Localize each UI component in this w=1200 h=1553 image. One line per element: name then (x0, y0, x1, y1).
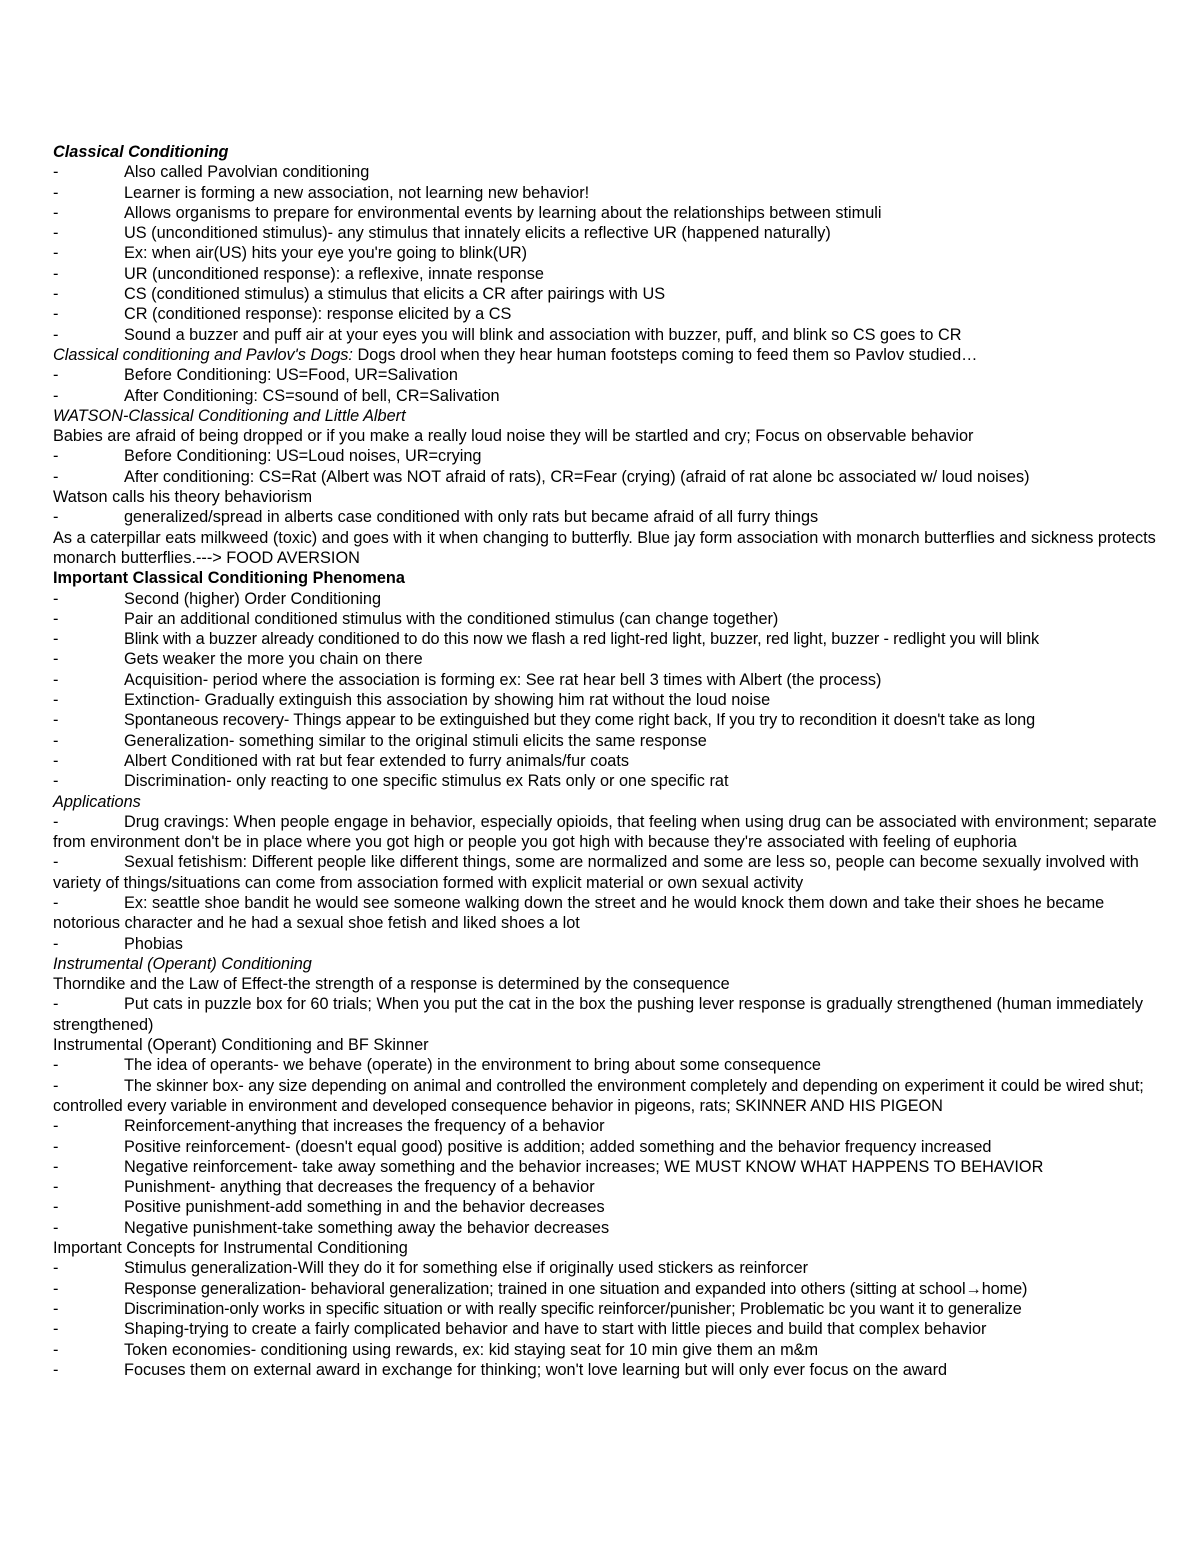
list-item: - Negative reinforcement- take away something and the behavior increases; WE MUST KNOW WHAT HAPPENS TO BEHAVIOR (53, 1157, 1044, 1176)
dash-marker: - (53, 305, 59, 324)
list-item: - Allows organisms to prepare for environmental events by learning about the relationships between stimuli (53, 203, 882, 222)
list-item: - Positive punishment-add something in and the behavior decreases (53, 1198, 605, 1217)
watson-behaviorism: Watson calls his theory behaviorism (53, 488, 313, 507)
list-item: - Sexual fetishism: Different people like different things, some are normalized and some are less so, people can become sexually involved with variety of things/situations can come from association formed with explicit material or own sexual activity (53, 853, 1139, 892)
list-item: - Punishment- anything that decreases the frequency of a behavior (53, 1178, 595, 1197)
dash-marker: - (53, 1259, 59, 1278)
dash-marker: - (53, 650, 59, 669)
dash-marker: - (53, 731, 59, 750)
dash-marker: - (53, 670, 59, 689)
concepts-heading: Important Concepts for Instrumental Conditioning (53, 1239, 408, 1258)
caterpillar-paragraph: As a caterpillar eats milkweed (toxic) and goes with it when changing to butterfly. Blue jay form association with monarch butterflies and sickness protects monarch butterflies.---> FOOD AVERSION (53, 528, 1156, 567)
list-item: - Drug cravings: When people engage in behavior, especially opioids, that feeling when using drug can be associated with environment; separate from environment don't be in place where you got high or people you got high with because they're associated with feeling of euphoria (53, 812, 1157, 852)
dash-marker: - (53, 1320, 59, 1339)
list-item: - Reinforcement-anything that increases the frequency of a behavior (53, 1117, 605, 1136)
dash-marker: - (53, 285, 59, 304)
list-item: - Albert Conditioned with rat but fear extended to furry animals/fur coats (53, 751, 629, 770)
dash-marker: - (53, 1117, 59, 1136)
list-item: - Second (higher) Order Conditioning (53, 589, 382, 608)
dash-marker: - (53, 934, 59, 953)
list-item: - After Conditioning: CS=sound of bell, CR=Salivation (53, 386, 500, 405)
dash-marker: - (53, 244, 59, 263)
list-item: - Acquisition- period where the association is forming ex: See rat hear bell 3 times with Albert (the process) (53, 670, 882, 689)
dash-marker: - (53, 1137, 59, 1156)
dash-marker: - (53, 853, 59, 872)
list-item: - Extinction- Gradually extinguish this association by showing him rat without the loud noise (53, 691, 771, 710)
list-item: - Shaping-trying to create a fairly complicated behavior and have to start with little pieces and build that complex behavior (53, 1320, 987, 1339)
watson-intro: Babies are afraid of being dropped or if you make a really loud noise they will be startled and cry; Focus on observable behavior (53, 427, 974, 446)
list-item: - generalized/spread in alberts case conditioned with only rats but became afraid of all furry things (53, 508, 819, 527)
dash-marker: - (53, 224, 59, 243)
list-item: - Sound a buzzer and puff air at your eyes you will blink and association with buzzer, puff, and blink so CS goes to CR (53, 325, 962, 344)
dash-marker: - (53, 630, 59, 649)
dash-marker: - (53, 812, 59, 831)
dash-marker: - (53, 1360, 59, 1379)
dash-marker: - (53, 1279, 59, 1298)
list-item: - US (unconditioned stimulus)- any stimulus that innately elicits a reflective UR (happened naturally) (53, 224, 831, 243)
dash-marker: - (53, 183, 59, 202)
list-item: - Put cats in puzzle box for 60 trials; When you put the cat in the box the pushing lever response is gradually strengthened (human immediately strengthened) (53, 995, 1144, 1034)
dash-marker: - (53, 264, 59, 283)
list-item: - Spontaneous recovery- Things appear to be extinguished but they come right back, If you try to recondition it doesn't take as long (53, 711, 1035, 730)
dash-marker: - (53, 711, 59, 730)
concepts-list (53, 1258, 1163, 1380)
dash-marker: - (53, 1218, 59, 1237)
dash-marker: - (53, 1340, 59, 1359)
dash-marker: - (53, 609, 59, 628)
dash-marker: - (53, 1299, 59, 1318)
dash-marker: - (53, 1198, 59, 1217)
list-item: - Ex: seattle shoe bandit he would see someone walking down the street and he would knock them down and take their shoes he became notorious character and he had a sexual shoe fetish and liked shoes a lot (53, 893, 1105, 933)
dash-marker: - (53, 893, 59, 912)
list-item: - After conditioning: CS=Rat (Albert was NOT afraid of rats), CR=Fear (crying) (afraid of rat alone bc associated w/ loud noises) (53, 467, 1030, 486)
thorndike-paragraph: Thorndike and the Law of Effect-the strength of a response is determined by the consequence (53, 975, 730, 994)
list-item: - The skinner box- any size depending on animal and controlled the environment completely and depending on experiment it could be wired shut; controlled every variable in environment and developed consequence behavior in pigeons, rats; SKINNER AND HIS PIGEON (53, 1076, 1144, 1115)
dash-marker: - (53, 386, 59, 405)
list-item: - CS (conditioned stimulus) a stimulus that elicits a CR after pairings with US (53, 285, 666, 304)
list-item: - Discrimination- only reacting to one specific stimulus ex Rats only or one specific rat (53, 772, 729, 791)
list-item: - Positive reinforcement- (doesn't equal good) positive is addition; added something and the behavior frequency increased (53, 1137, 992, 1156)
heading-classical-conditioning: Classical Conditioning (53, 143, 229, 161)
dash-marker: - (53, 1157, 59, 1176)
dash-marker: - (53, 366, 59, 385)
list-item: - Pair an additional conditioned stimulus with the conditioned stimulus (can change together) (53, 609, 779, 628)
instrumental-heading: Instrumental (Operant) Conditioning (53, 954, 312, 973)
dash-marker: - (53, 589, 59, 608)
skinner-list (53, 1055, 1163, 1238)
list-item: - The idea of operants- we behave (operate) in the environment to bring about some consequence (53, 1056, 821, 1075)
cc-list (53, 162, 1163, 345)
dash-marker: - (53, 325, 59, 344)
applications-heading: Applications (53, 792, 141, 811)
list-item: - Ex: when air(US) hits your eye you're going to blink(UR) (53, 244, 528, 263)
list-item: - Gets weaker the more you chain on there (53, 650, 423, 669)
phenomena-list (53, 589, 1163, 792)
list-item: - UR (unconditioned response): a reflexive, innate response (53, 264, 544, 283)
pavlov-paragraph: Classical conditioning and Pavlov's Dogs: Dogs drool when they hear human footsteps coming to feed them so Pavlov studied… (53, 345, 978, 364)
dash-marker: - (53, 447, 59, 466)
list-item: - Discrimination-only works in specific situation or with really specific reinforcer/punisher; Problematic bc you want it to generalize (53, 1299, 1022, 1318)
list-item: - Before Conditioning: US=Loud noises, UR=crying (53, 447, 482, 466)
document-body (53, 142, 1163, 1380)
applications-list (53, 812, 1163, 954)
dash-marker: - (53, 467, 59, 486)
dash-marker: - (53, 995, 59, 1014)
list-item: - Blink with a buzzer already conditioned to do this now we flash a red light-red light, buzzer, red light, buzzer - redlight you will blink (53, 630, 1040, 649)
dash-marker: - (53, 163, 59, 182)
dash-marker: - (53, 203, 59, 222)
phenomena-heading: Important Classical Conditioning Phenomena (53, 569, 405, 588)
list-item: - Stimulus generalization-Will they do it for something else if originally used stickers as reinforcer (53, 1259, 809, 1278)
list-item: - Before Conditioning: US=Food, UR=Salivation (53, 366, 458, 385)
dash-marker: - (53, 772, 59, 791)
pavlov-heading: Classical conditioning and Pavlov's Dogs: (53, 345, 353, 364)
dash-marker: - (53, 1178, 59, 1197)
list-item: - Learner is forming a new association, not learning new behavior! (53, 183, 590, 202)
skinner-heading: Instrumental (Operant) Conditioning and BF Skinner (53, 1036, 429, 1055)
list-item: - Token economies- conditioning using rewards, ex: kid staying seat for 10 min give them an m&m (53, 1340, 819, 1359)
dash-marker: - (53, 1076, 59, 1095)
list-item: - Negative punishment-take something away the behavior decreases (53, 1218, 610, 1237)
list-item: - Focuses them on external award in exchange for thinking; won't love learning but will only ever focus on the award (53, 1360, 948, 1379)
list-item: - Also called Pavolvian conditioning (53, 163, 370, 182)
list-item: - CR (conditioned response): response elicited by a CS (53, 305, 512, 324)
dash-marker: - (53, 691, 59, 710)
dash-marker: - (53, 508, 59, 527)
list-item: - Response generalization- behavioral generalization; trained in one situation and expanded into others (sitting at school→home) (53, 1279, 1028, 1298)
list-item: - Generalization- something similar to the original stimuli elicits the same response (53, 731, 707, 750)
watson-heading: WATSON-Classical Conditioning and Little Albert (53, 406, 406, 425)
list-item: - Phobias (53, 934, 183, 953)
dash-marker: - (53, 1056, 59, 1075)
dash-marker: - (53, 751, 59, 770)
